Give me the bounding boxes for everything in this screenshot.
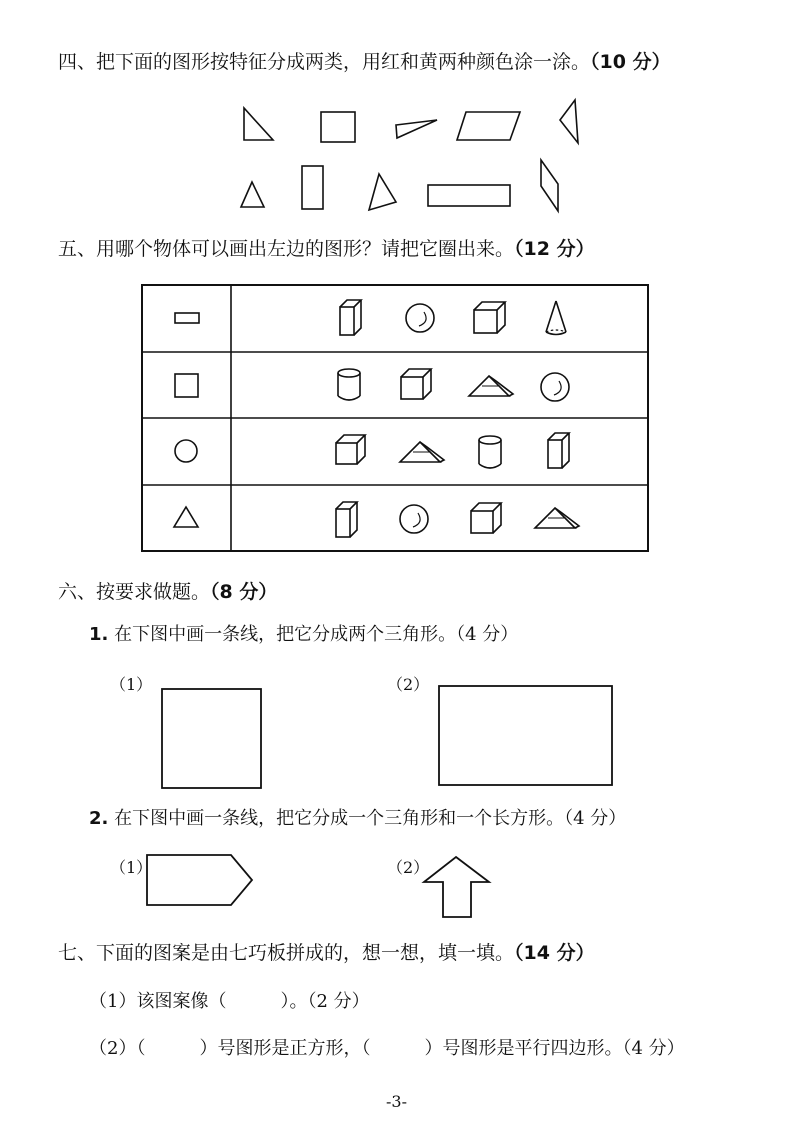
q7-line-1: （1）该图案像（ ）。（2 分） [89, 991, 370, 1012]
q6-p2-label-2: （2） [387, 858, 430, 877]
q6-p1-label-2: （2） [387, 675, 430, 694]
q6-p2-label-1: （1） [110, 858, 153, 877]
page-number: -3- [386, 1092, 407, 1111]
q6-pentagon-arrow-figure[interactable] [147, 855, 252, 905]
q5-title: 五、用哪个物体可以画出左边的图形？请把它圈出来。（12 分） [58, 238, 595, 260]
q6-square-figure[interactable] [162, 689, 261, 788]
q7-title: 七、下面的图案是由七巧板拼成的，想一想，填一填。（14 分） [58, 942, 595, 964]
q6-part1-instruction: 1. 在下图中画一条线，把它分成两个三角形。（4 分） [89, 624, 519, 645]
q6-title: 六、按要求做题。（8 分） [58, 581, 278, 603]
q4-title: 四、把下面的图形按特征分成两类，用红和黄两种颜色涂一涂。（10 分） [58, 51, 671, 73]
q6-p1-label-1: （1） [110, 675, 153, 694]
q6-part2-instruction: 2. 在下图中画一条线，把它分成一个三角形和一个长方形。（4 分） [89, 808, 627, 829]
q7-line-2: （2）（ ）号图形是正方形，（ ）号图形是平行四边形。（4 分） [89, 1038, 685, 1059]
q6-rectangle-figure[interactable] [439, 686, 612, 785]
q6-up-arrow-figure[interactable] [424, 857, 489, 917]
